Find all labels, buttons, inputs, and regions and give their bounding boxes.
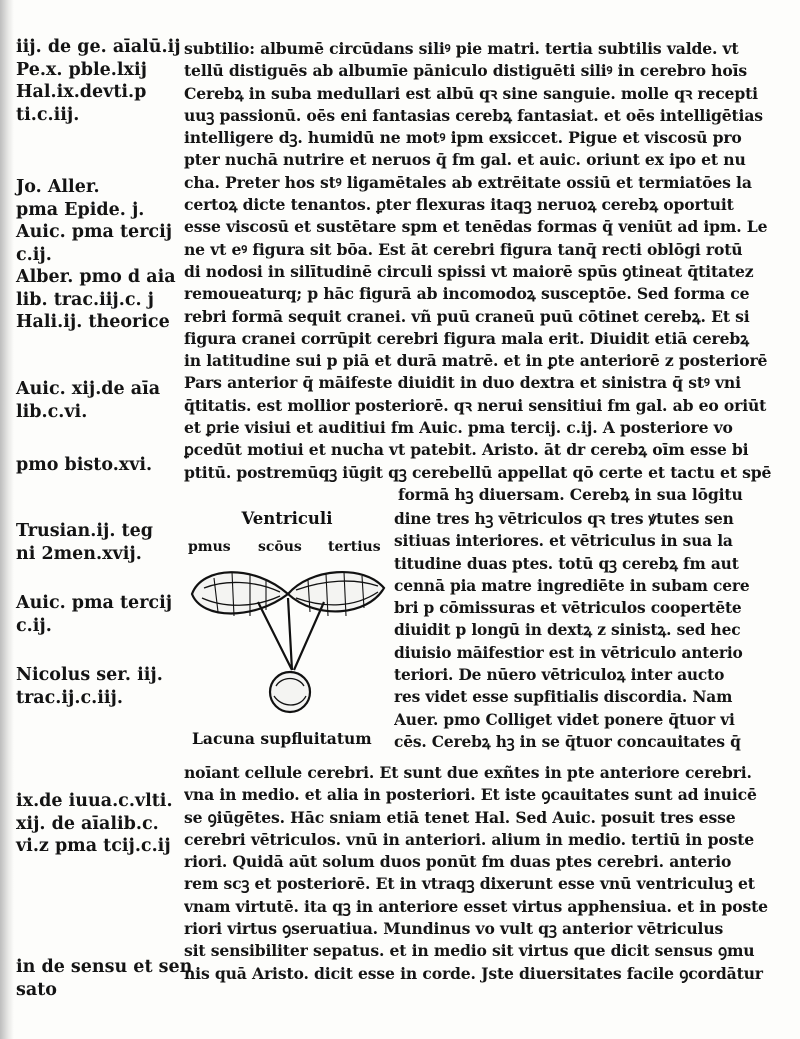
text-line: et ꝑrie visiui et auditiui fm Auic. pma tercij. c.ij. A posteriore vo bbox=[184, 418, 733, 438]
margin-note: Nicolus ser. iij. trac.ij.c.iij. bbox=[16, 665, 163, 708]
text-line: cha. Preter hos stꝰ ligamētales ab extrēitate ossiū et termiatōes la bbox=[184, 172, 752, 192]
ventricles-woodcut bbox=[184, 558, 390, 728]
text-line: figura cranei corrūpit cerebri figura mala erit. Diuidit etiā cerebꝝ bbox=[184, 328, 750, 348]
text-line: rem scꝫ et posteriorē. Et in vtraqꝫ dixerunt esse vnū ventriculuꝫ et bbox=[184, 874, 755, 894]
text-line: cēs. Cerebꝝ hꝫ in se q̄tuor concauitates q̄ bbox=[394, 732, 741, 751]
text-line: teriori. De nūero vētriculoꝝ inter aucto bbox=[394, 666, 725, 685]
text-line: certoꝝ dicte tenantos. ꝑter flexuras itaqꝫ neruoꝝ cerebꝝ oportuit bbox=[184, 195, 734, 215]
text-line: nis quā Aristo. dicit esse in corde. Jste diuersitates facile ꝯcordātur bbox=[184, 963, 763, 983]
text-line: esse viscosū et sustētare spm et tenēdas formas q̄ veniūt ad ipm. Le bbox=[184, 217, 768, 237]
text-line: bri p cōmissuras et vētriculos coopertēte bbox=[394, 599, 742, 618]
text-line: ꝑcedūt motiui et nucha vt patebit. Aristo. āt dr cerebꝝ oīm esse bi bbox=[184, 440, 749, 460]
text-line: riori. Quidā aūt solum duos ponūt fm duas ptes cerebri. anterio bbox=[184, 852, 732, 872]
figure-label-second: scōus bbox=[258, 539, 302, 555]
text-line: diuidit p longū in dextꝝ z sinistꝝ. sed hec bbox=[394, 621, 741, 640]
text-line: ne vt eꝰ figura sit bōa. Est āt cerebri figura tanq̄ recti oblōgi rotū bbox=[184, 239, 743, 259]
text-line: sitiuas interiores. et vētriculus in sua la bbox=[394, 532, 733, 551]
text-line: vna in medio. et alia in posteriori. Et iste ꝯcauitates sunt ad inuicē bbox=[184, 785, 757, 805]
text-line: in latitudine sui p piā et durā matrē. et in ꝑte anteriorē z posteriorē bbox=[184, 351, 768, 371]
text-line: Cerebꝝ in suba medullari est albū qꝛ sine sanguie. molle qꝛ recepti bbox=[184, 83, 758, 103]
main-text-top bbox=[184, 38, 776, 506]
text-line: ptitū. postremūqꝫ iūgit qꝫ cerebellū appellat qō certe et tactu et spē bbox=[184, 462, 772, 482]
figure-label-first: pmus bbox=[188, 539, 231, 555]
text-line: riori virtus ꝯseruatiua. Mundinus vo vult qꝫ anterior vētriculus bbox=[184, 919, 724, 939]
text-line: intelligere dꝫ. humidū ne motꝰ ipm exsiccet. Pigue et viscosū pro bbox=[184, 128, 742, 148]
text-line: uuꝫ passionū. oēs eni fantasias cerebꝝ fantasiat. et oēs intelligētias bbox=[184, 105, 763, 125]
text-line: titudine duas ptes. totū qꝫ cerebꝝ fm aut bbox=[394, 554, 739, 573]
margin-note: Jo. Aller. pma Epide. j. Auic. pma tercij c.ij. Alber. pmo d aia lib. trac.iij.c. j Hali.ij. theorice bbox=[16, 177, 176, 332]
text-line: di nodosi in silītudinē circuli spissi vt maiorē spūs ꝯtineat q̄titatez bbox=[184, 261, 754, 281]
text-line: remoueaturq; p hāc figurā ab incomodoꝝ susceptōe. Sed forma ce bbox=[184, 284, 750, 304]
text-line: dine tres hꝫ vētriculos qꝛ tres ꝟtutes sen bbox=[394, 510, 734, 528]
gutter-shadow bbox=[0, 0, 14, 1039]
text-line: Auer. pmo Colliget videt ponere q̄tuor vi bbox=[394, 710, 735, 729]
main-text-right-of-figure bbox=[394, 508, 778, 753]
text-line: sit sensibiliter sepatus. et in medio sit virtus que dicit sensus ꝯmu bbox=[184, 941, 755, 961]
ventricle-first bbox=[192, 572, 288, 613]
ventricle-second bbox=[288, 572, 384, 611]
text-line: noīant cellule cerebri. Et sunt due exñtes in pte anteriore cerebri. bbox=[184, 763, 752, 782]
text-line: Pars anterior q̄ māifeste diuidit in duo dextra et sinistra q̄ stꝰ vni bbox=[184, 373, 741, 393]
main-text-bottom bbox=[184, 762, 776, 985]
text-line: res videt esse supfitialis discordia. Nam bbox=[394, 688, 733, 707]
text-line: rebri formā sequit cranei. vñ puū craneū puū cōtinet cerebꝝ. Et si bbox=[184, 306, 750, 326]
text-line: tellū distiguēs ab albumīe pāniculo distiguēti siliꝰ in cerebro hoīs bbox=[184, 61, 747, 81]
figure-label-third: tertius bbox=[328, 539, 381, 555]
ventricles-woodcut-figure bbox=[184, 508, 390, 758]
figure-caption: Lacuna supfluitatum bbox=[192, 729, 372, 748]
margin-note: iij. de ge. aīalū.ij Pe.x. pble.lxij Hal.ix.devti.p ti.c.iij. bbox=[16, 37, 181, 125]
text-line: diuisio māifestior est in vētriculo anterio bbox=[394, 643, 743, 662]
text-line: pter nuchā nutrire et neruos q̄ fm gal. et auic. oriunt ex ipo et nu bbox=[184, 150, 746, 170]
text-line: cennā pia matre ingrediēte in subam cere bbox=[394, 576, 750, 595]
margin-note: ix.de iuua.c.vlti. xij. de aīalib.c. vi.z pma tcij.c.ij bbox=[16, 791, 173, 856]
margin-note: Auic. xij.de aīa lib.c.vi. bbox=[16, 379, 161, 422]
text-line: formā hꝫ diuersam. Cerebꝝ in sua lōgitu bbox=[398, 484, 743, 504]
text-line: cerebri vētriculos. vnū in anteriori. alium in medio. tertiū in poste bbox=[184, 829, 755, 849]
figure-title: Ventriculi bbox=[241, 509, 333, 528]
text-line: q̄titatis. est mollior posteriorē. qꝛ nerui sensitiui fm gal. ab eo oriūt bbox=[184, 395, 767, 415]
text-line: vnam virtutē. ita qꝫ in anteriore esset virtus apphensiua. et in poste bbox=[184, 896, 768, 916]
margin-note: in de sensu et sen sato bbox=[16, 957, 193, 1000]
text-line: se ꝯiūgētes. Hāc sniam etiā tenet Hal. Sed Auic. posuit tres esse bbox=[184, 807, 736, 827]
margin-note: Auic. pma tercij c.ij. bbox=[16, 593, 173, 636]
text-line: subtilio: albumē circūdans siliꝰ pie matri. tertia subtilis valde. vt bbox=[184, 39, 739, 58]
margin-note: pmo bisto.xvi. bbox=[16, 455, 153, 475]
margin-note: Trusian.ij. teg ni 2men.xvij. bbox=[16, 521, 153, 564]
